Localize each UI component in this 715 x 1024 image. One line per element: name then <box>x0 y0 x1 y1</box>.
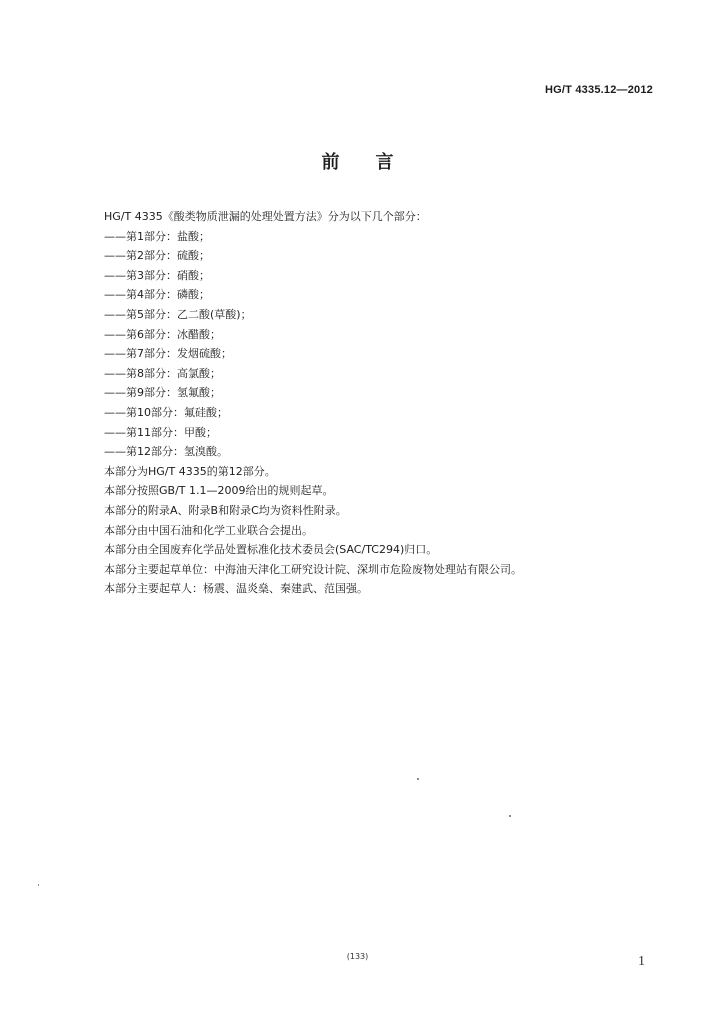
statement-paragraph: 本部分主要起草人：杨震、温炎燊、秦建武、范国强。 <box>104 582 368 596</box>
intro-paragraph: HG/T 4335《酸类物质泄漏的处理处置方法》分为以下几个部分： <box>104 210 427 223</box>
part-list-item: ——第6部分：冰醋酸； <box>104 327 221 341</box>
part-list-item: ——第8部分：高氯酸； <box>104 366 221 380</box>
statement-paragraph: 本部分为HG/T 4335的第12部分。 <box>104 464 276 478</box>
scan-speck <box>38 884 39 886</box>
page-title: 前言 <box>321 152 430 173</box>
standard-code: HG/T 4335.12—2012 <box>545 84 653 96</box>
part-list-item: ——第7部分：发烟硫酸； <box>104 347 232 361</box>
part-list-item: ——第11部分：甲酸； <box>104 425 217 439</box>
part-list-item: ——第2部分：硫酸； <box>104 249 210 263</box>
statement-paragraph: 本部分主要起草单位：中海油天津化工研究设计院、深圳市危险废物处理站有限公司。 <box>104 562 522 576</box>
statement-paragraph: 本部分的附录A、附录B和附录C均为资料性附录。 <box>104 503 347 517</box>
part-list-item: ——第12部分：氢溴酸。 <box>104 445 228 459</box>
statement-paragraph: 本部分按照GB/T 1.1—2009给出的规则起草。 <box>104 484 334 498</box>
statement-paragraph: 本部分由中国石油和化学工业联合会提出。 <box>104 523 313 537</box>
part-list-item: ——第9部分：氢氟酸； <box>104 386 221 400</box>
part-list-item: ——第3部分：硝酸； <box>104 268 210 282</box>
foreword-body <box>104 207 664 599</box>
scan-speck <box>509 815 511 817</box>
scan-speck <box>417 778 419 780</box>
part-list-item: ——第1部分：盐酸； <box>104 229 210 243</box>
part-list-item: ——第5部分：乙二酸(草酸)； <box>104 307 252 321</box>
page-number-center: (133) <box>346 952 369 961</box>
part-list-item: ——第10部分：氟硅酸； <box>104 405 228 419</box>
page-number-right: 1 <box>638 954 645 969</box>
part-list-item: ——第4部分：磷酸； <box>104 288 210 302</box>
statement-paragraph: 本部分由全国废弃化学品处置标准化技术委员会(SAC/TC294)归口。 <box>104 543 438 557</box>
